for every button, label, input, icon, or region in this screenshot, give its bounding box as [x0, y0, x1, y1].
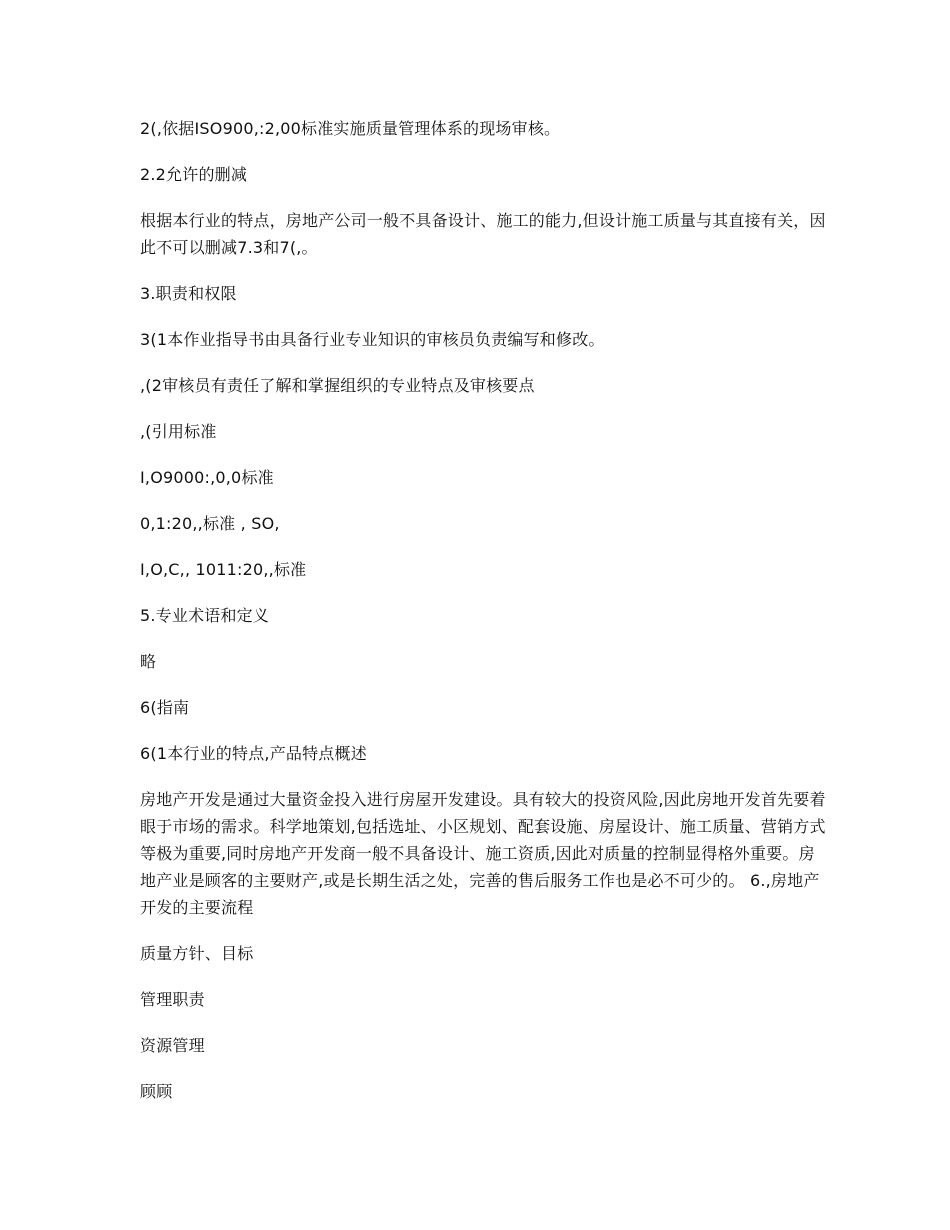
paragraph-responsibility-2: ,(2审核员有责任了解和掌握组织的专业特点及审核要点 — [140, 376, 535, 395]
heading-responsibilities: 3.职责和权限 — [140, 284, 237, 303]
standard-item-2: 0,1:20,,标准 , SO, — [140, 514, 280, 533]
heading-terms-definitions: 5.专业术语和定义 — [140, 606, 270, 625]
flow-item-customer: 顾顾 — [140, 1082, 173, 1101]
heading-allowed-exclusions: 2.2允许的删减 — [140, 165, 248, 184]
flow-item-quality-policy: 质量方针、目标 — [140, 944, 254, 963]
document-body — [140, 115, 830, 1124]
paragraph-real-estate-overview: 房地产开发是通过大量资金投入进行房屋开发建设。具有较大的投资风险,因此房地开发首先要着眼于市场的需求。科学地策划,包括选址、小区规划、配套设施、房屋设计、施工质量、营销方式等极为重要,同时房地产开发商一般不具备设计、施工资质,因此对质量的控制显得格外重要。房地产业是顾客的主要财产,或是长期生活之处，完善的售后服务工作也是必不可少的。 6.,房地产开发的主要流程 — [140, 790, 826, 917]
paragraph-omitted: 略 — [140, 652, 157, 671]
standard-item-1: I,O9000:,0,0标准 — [140, 468, 274, 487]
flow-item-management-responsibility: 管理职责 — [140, 990, 205, 1009]
heading-guide: 6(指南 — [140, 698, 190, 717]
heading-referenced-standards: ,(引用标准 — [140, 422, 217, 441]
flow-item-resource-management: 资源管理 — [140, 1036, 205, 1055]
paragraph-scope-audit: 2(,依据ISO900,:2,00标准实施质量管理体系的现场审核。 — [140, 119, 561, 138]
paragraph-responsibility-1: 3(1本作业指导书由具备行业专业知识的审核员负责编写和修改。 — [140, 330, 605, 349]
paragraph-exclusions: 根据本行业的特点，房地产公司一般不具备设计、施工的能力,但设计施工质量与其直接有关，因此不可以删减7.3和7(,。 — [140, 211, 826, 257]
heading-industry-features: 6(1本行业的特点,产品特点概述 — [140, 744, 367, 763]
standard-item-3: I,O,C,, 1011:20,,标准 — [140, 560, 307, 579]
